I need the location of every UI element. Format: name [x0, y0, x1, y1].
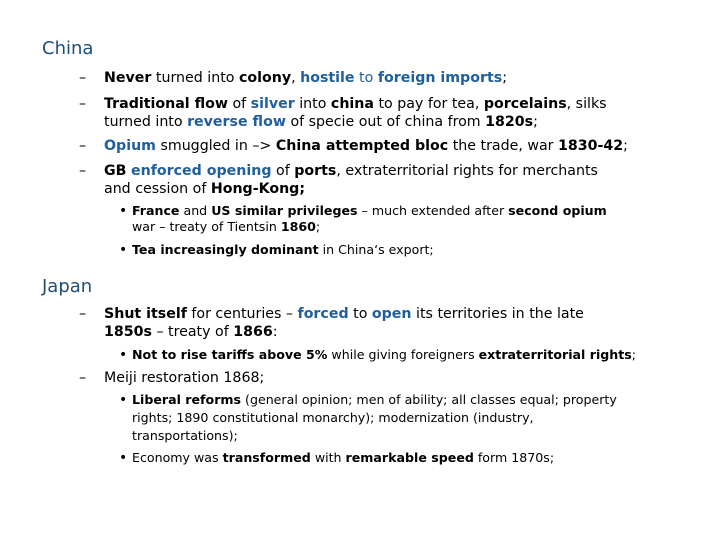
japan-sub-1: • Not to rise tariffs above 5% while giving foreigners extraterritorial rights; [119, 347, 637, 363]
bullet-marker: • [119, 347, 128, 363]
japan-sub-3: • Economy was transformed with remarkable speed form 1870s; [119, 450, 555, 466]
china-heading: China [42, 38, 94, 59]
japan-sub-2-cont1: rights; 1890 constitutional monarchy); modernization (industry, [132, 410, 534, 425]
japan-sub-2: • Liberal reforms (general opinion; men of ability; all classes equal; property [119, 392, 617, 408]
japan-heading: Japan [42, 276, 93, 297]
japan-sub-2-cont2: transportations); [132, 428, 238, 443]
china-sub-1: • France and US similar privileges – much extended after second opium [119, 203, 607, 219]
japan-item-2: – Meiji restoration 1868; [79, 370, 265, 386]
dash-marker: – [79, 96, 87, 112]
china-item-2-cont: turned into reverse flow of specie out of china from 1820s; [104, 114, 538, 130]
china-item-4-cont: and cession of Hong-Kong; [104, 181, 306, 197]
dash-marker: – [79, 306, 87, 322]
bullet-marker: • [119, 242, 128, 258]
dash-marker: – [79, 138, 87, 154]
bullet-marker: • [119, 392, 128, 408]
dash-marker: – [79, 163, 87, 179]
china-item-3: – Opium smuggled in –> China attempted bloc the trade, war 1830-42; [79, 138, 628, 154]
china-sub-1-cont: war – treaty of Tientsin 1860; [132, 219, 321, 234]
bullet-marker: • [119, 203, 128, 219]
dash-marker: – [79, 370, 87, 386]
japan-item-1-cont: 1850s – treaty of 1866: [104, 324, 278, 340]
bullet-marker: • [119, 450, 128, 466]
china-item-4: – GB enforced opening of ports, extraterritorial rights for merchants [79, 163, 598, 179]
japan-item-1: – Shut itself for centuries – forced to open its territories in the late [79, 306, 584, 322]
china-item-2: – Traditional flow of silver into china to pay for tea, porcelains, silks [79, 96, 607, 112]
china-item-1: – Never turned into colony, hostile to foreign imports; [79, 70, 507, 86]
china-sub-2: • Tea increasingly dominant in China‘s export; [119, 242, 434, 258]
dash-marker: – [79, 70, 87, 86]
